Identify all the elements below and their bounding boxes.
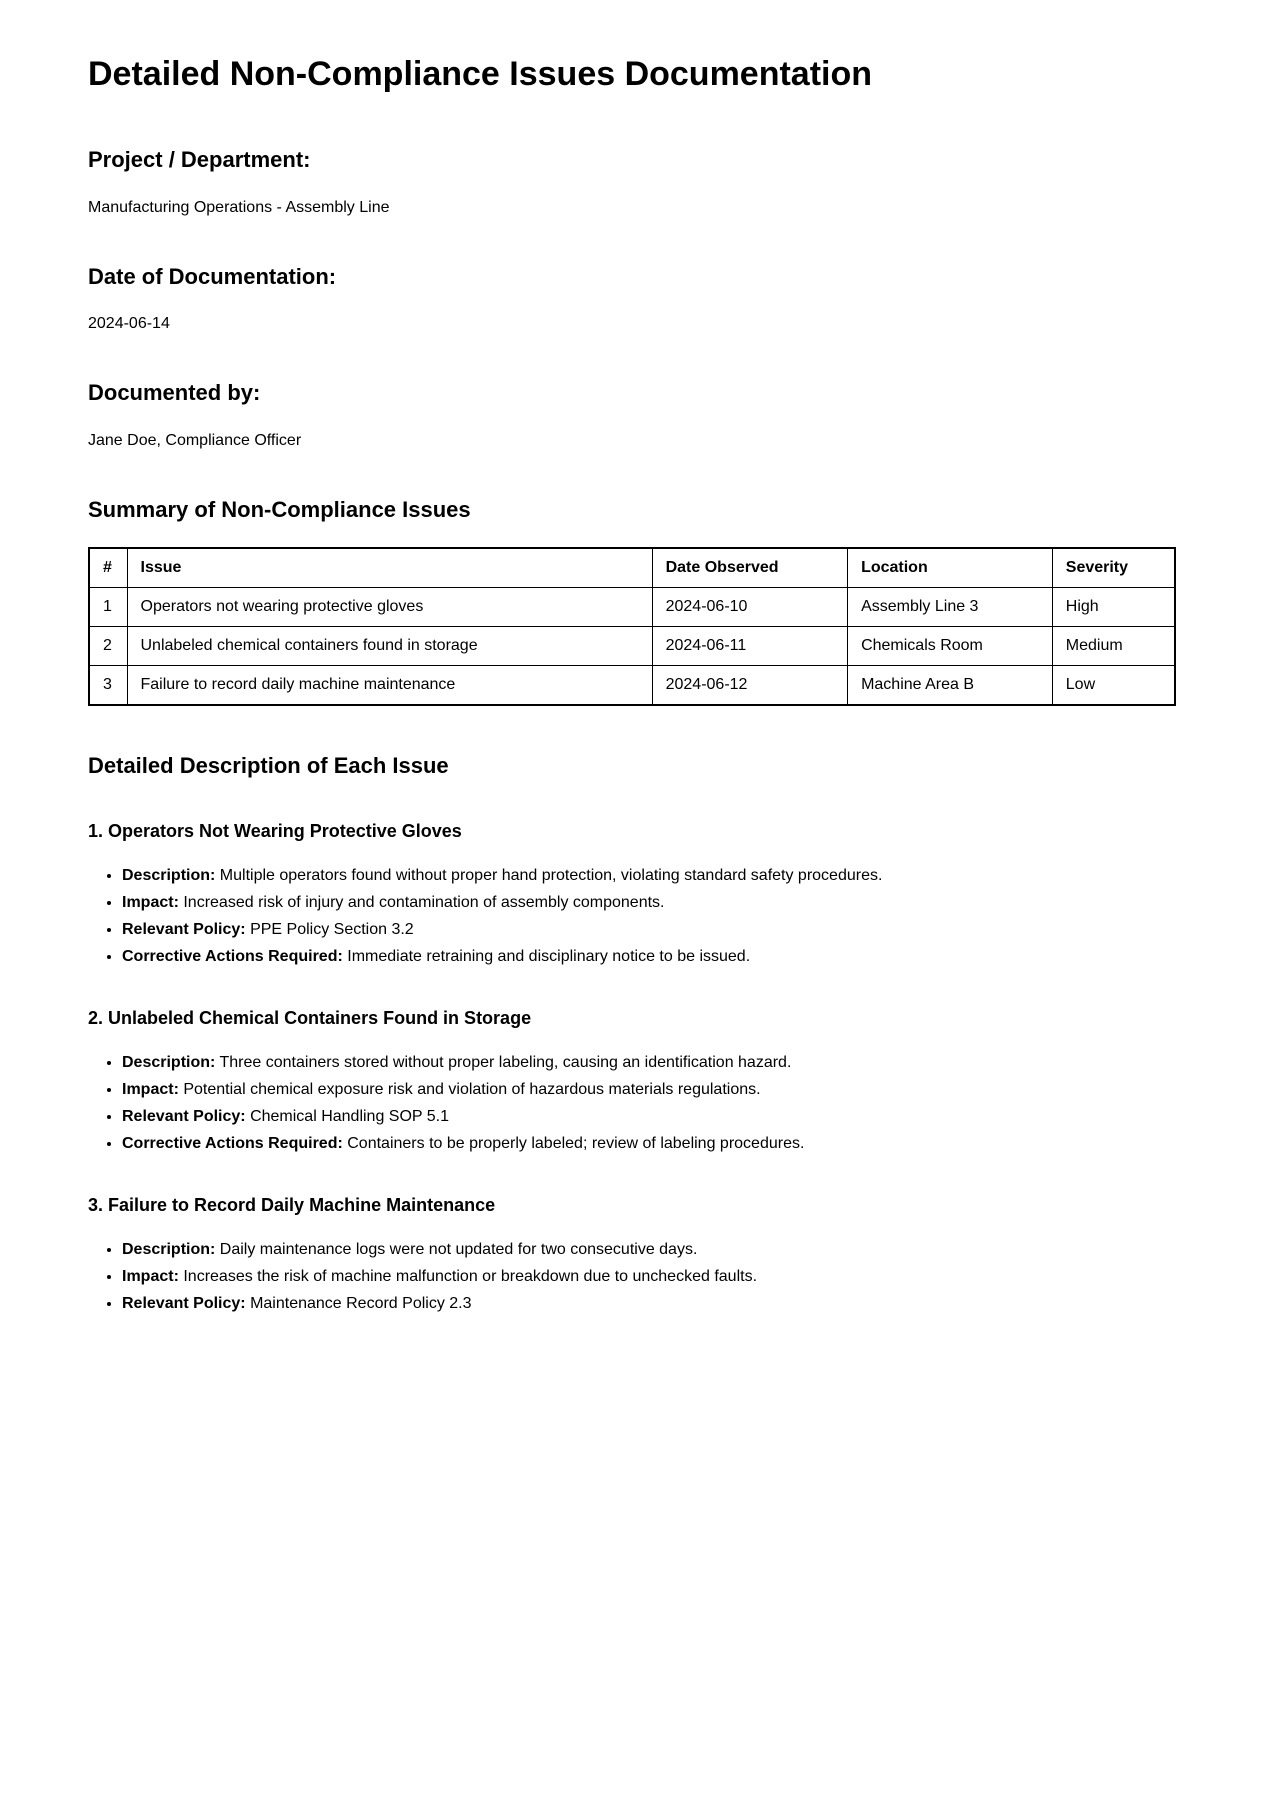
- cell-number: 2: [89, 626, 127, 665]
- field-value-date-of-documentation: 2024-06-14: [88, 315, 170, 333]
- field-heading-documented-by: Documented by:: [88, 380, 261, 406]
- bullet-text: Potential chemical exposure risk and violation of hazardous materials regulations.: [183, 1081, 761, 1099]
- table-header-issue: Issue: [127, 548, 652, 588]
- cell-issue: Operators not wearing protective gloves: [127, 587, 652, 626]
- cell-issue: Failure to record daily machine maintenance: [127, 665, 652, 705]
- list-item: [122, 1107, 1176, 1126]
- bullet-label: Impact:: [122, 894, 179, 912]
- list-item: [122, 1080, 1176, 1099]
- table-header-number: #: [89, 548, 127, 588]
- list-item: [122, 1053, 1176, 1072]
- bullet-text: Chemical Handling SOP 5.1: [250, 1108, 449, 1126]
- cell-severity: Low: [1052, 665, 1175, 705]
- bullet-label: Impact:: [122, 1081, 179, 1099]
- bullet-label: Impact:: [122, 1268, 179, 1286]
- list-item: [122, 947, 1176, 966]
- bullet-label: Description:: [122, 1241, 216, 1259]
- issue-2-bullet-list: [88, 1053, 1176, 1153]
- document-title: Detailed Non-Compliance Issues Documentation: [88, 55, 873, 93]
- issue-1-bullet-list: [88, 866, 1176, 966]
- field-value-documented-by: Jane Doe, Compliance Officer: [88, 431, 302, 449]
- list-item: [122, 1294, 1176, 1313]
- bullet-label: Relevant Policy:: [122, 1295, 246, 1313]
- list-item: [122, 866, 1176, 885]
- bullet-label: Corrective Actions Required:: [122, 948, 343, 966]
- summary-section-heading: Summary of Non-Compliance Issues: [88, 496, 471, 522]
- cell-date-observed: 2024-06-12: [652, 665, 847, 705]
- table-header-location: Location: [848, 548, 1053, 588]
- issue-3-bullet-list: [88, 1240, 1176, 1313]
- bullet-text: Multiple operators found without proper hand protection, violating standard safety procedures.: [219, 867, 883, 885]
- cell-severity: High: [1052, 587, 1175, 626]
- cell-number: 1: [89, 587, 127, 626]
- table-row: [89, 665, 1175, 705]
- cell-date-observed: 2024-06-10: [652, 587, 847, 626]
- bullet-text: Increased risk of injury and contamination of assembly components.: [183, 894, 665, 912]
- table-row: [89, 587, 1175, 626]
- table-header-severity: Severity: [1052, 548, 1175, 588]
- list-item: [122, 920, 1176, 939]
- cell-severity: Medium: [1052, 626, 1175, 665]
- cell-location: Chemicals Room: [848, 626, 1053, 665]
- cell-issue: Unlabeled chemical containers found in storage: [127, 626, 652, 665]
- bullet-text: Containers to be properly labeled; review of labeling procedures.: [347, 1135, 805, 1153]
- cell-number: 3: [89, 665, 127, 705]
- bullet-label: Description:: [122, 1054, 216, 1072]
- cell-date-observed: 2024-06-11: [652, 626, 847, 665]
- cell-location: Machine Area B: [848, 665, 1053, 705]
- issue-3-heading: 3. Failure to Record Daily Machine Maintenance: [88, 1195, 496, 1216]
- list-item: [122, 893, 1176, 912]
- details-section-heading: Detailed Description of Each Issue: [88, 752, 449, 778]
- bullet-text: Increases the risk of machine malfunction or breakdown due to unchecked faults.: [183, 1268, 758, 1286]
- bullet-label: Relevant Policy:: [122, 1108, 246, 1126]
- table-row: [89, 626, 1175, 665]
- list-item: [122, 1240, 1176, 1259]
- bullet-label: Corrective Actions Required:: [122, 1135, 343, 1153]
- bullet-text: Daily maintenance logs were not updated for two consecutive days.: [219, 1241, 698, 1259]
- table-header-date-observed: Date Observed: [652, 548, 847, 588]
- cell-location: Assembly Line 3: [848, 587, 1053, 626]
- bullet-label: Description:: [122, 867, 216, 885]
- issue-1-heading: 1. Operators Not Wearing Protective Gloves: [88, 821, 462, 842]
- summary-table: [88, 547, 1176, 706]
- bullet-text: Three containers stored without proper labeling, causing an identification hazard.: [219, 1054, 792, 1072]
- field-heading-project-department: Project / Department:: [88, 147, 311, 173]
- table-header-row: [89, 548, 1175, 588]
- bullet-text: PPE Policy Section 3.2: [250, 921, 414, 939]
- bullet-text: Immediate retraining and disciplinary notice to be issued.: [347, 948, 751, 966]
- field-heading-date-of-documentation: Date of Documentation:: [88, 263, 337, 289]
- issue-2-heading: 2. Unlabeled Chemical Containers Found in Storage: [88, 1008, 532, 1029]
- list-item: [122, 1267, 1176, 1286]
- list-item: [122, 1134, 1176, 1153]
- bullet-text: Maintenance Record Policy 2.3: [250, 1295, 472, 1313]
- field-value-project-department: Manufacturing Operations - Assembly Line: [88, 198, 390, 216]
- bullet-label: Relevant Policy:: [122, 921, 246, 939]
